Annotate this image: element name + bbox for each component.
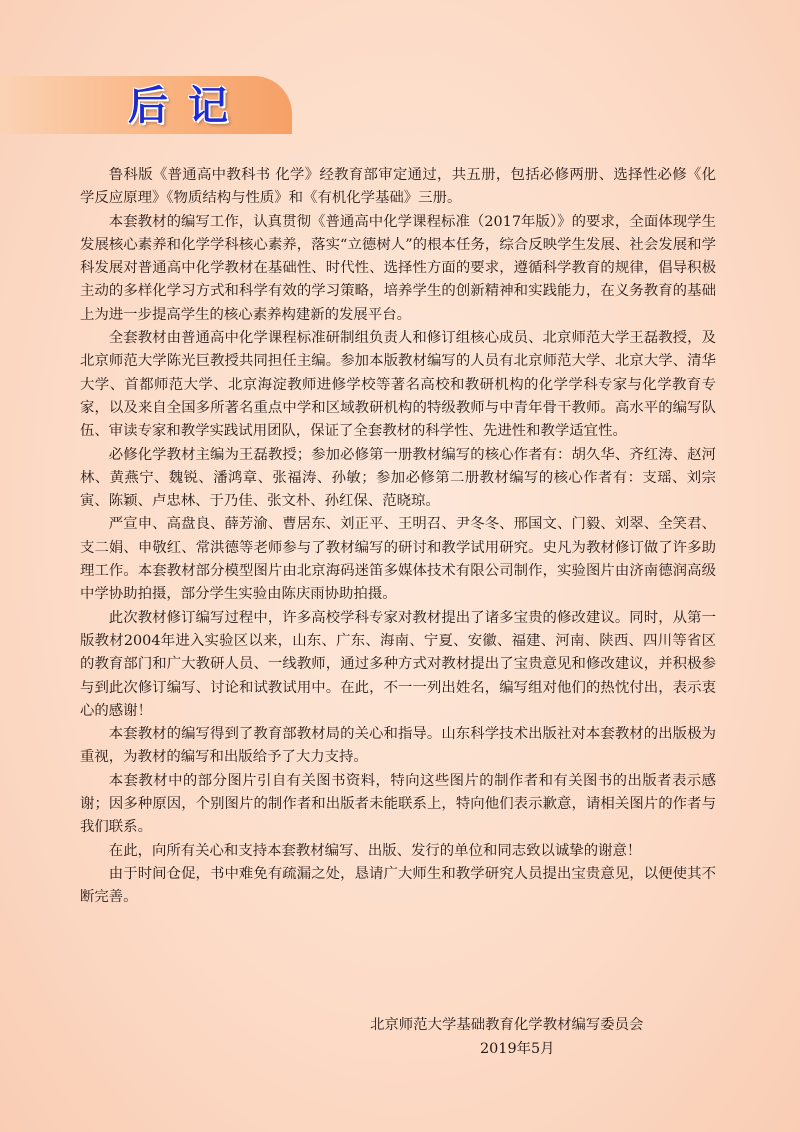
paragraph-10: 由于时间仓促，书中难免有疏漏之处，恳请广大师生和教学研究人员提出宝贵意见，以便使其不断完善。 <box>80 865 716 906</box>
paragraph-2: 本套教材的编写工作，认真贯彻《普通高中化学课程标准（2017年版）》的要求，全面体现学生发展核心素养和化学学科核心素养，落实“立德树人”的根本任务，综合反映学生发展、社会发展和学科发展对普通高中化学教材在基础性、时代性、选择性方面的要求，遵循科学教育的规律，倡导积极主动的多样化学习方式和科学有效的学习策略，培养学生的创新精神和实践能力，在义务教育的基础上为进一步提高学生的核心素养构建新的发展平台。 <box>80 213 716 323</box>
paragraph-1: 鲁科版《普通高中教科书 化学》经教育部审定通过，共五册，包括必修两册、选择性必修《化学反应原理》《物质结构与性质》和《有机化学基础》三册。 <box>80 167 716 207</box>
paragraph-5: 严宣申、高盘良、薛芳渝、曹居东、刘正平、王明召、尹冬冬、邢国文、门毅、刘翠、全笑君、支二娟、申敬红、常洪德等老师参与了教材编写的研讨和教学试用研究。史凡为教材修订做了许多助理工作。本套教材部分模型图片由北京海码迷笛多媒体技术有限公司制作，实验图片由济南德润高级中学协助拍摄，部分学生实验由陈庆雨协助拍摄。 <box>80 516 716 603</box>
paragraph-9: 在此，向所有关心和支持本套教材编写、出版、发行的单位和同志致以诚挚的谢意！ <box>108 842 642 859</box>
signature-organization: 北京师范大学基础教育化学教材编写委员会 <box>370 1017 644 1033</box>
page-title: 后记 <box>128 83 248 129</box>
afterword-body <box>80 164 716 910</box>
signature-block <box>370 1013 690 1061</box>
paragraph-7: 本套教材的编写得到了教育部教材局的关心和指导。山东科学技术出版社对本套教材的出版极为重视，为教材的编写和出版给予了大力支持。 <box>80 726 716 766</box>
paragraph-6: 此次教材修订编写过程中，许多高校学科专家对教材提出了诸多宝贵的修改建议。同时，从第一版教材2004年进入实验区以来，山东、广东、海南、宁夏、安徽、福建、河南、陕西、四川等省区的教育部门和广大教研人员、一线教师，通过多种方式对教材提出了宝贵意见和修改建议，并积极参与到此次修订编写、讨论和试教试用中。在此，不一一列出姓名，编写组对他们的热忱付出，表示衷心的感谢！ <box>80 609 716 719</box>
signature-date: 2019年5月 <box>480 1041 555 1057</box>
paragraph-8: 本套教材中的部分图片引自有关图书资料，特向这些图片的制作者和有关图书的出版者表示感谢；因多种原因，个别图片的制作者和出版者未能联系上，特向他们表示歉意，请相关图片的作者与我们联系。 <box>80 772 716 836</box>
paragraph-4: 必修化学教材主编为王磊教授；参加必修第一册教材编写的核心作者有：胡久华、齐红涛、赵河林、黄燕宁、魏锐、潘鸿章、张福涛、孙敏；参加必修第二册教材编写的核心作者有：支瑶、刘宗寅、陈颖、卢忠林、于乃佳、张文朴、孙红保、范晓琼。 <box>80 446 716 510</box>
paragraph-3: 全套教材由普通高中化学课程标准研制组负责人和修订组核心成员、北京师范大学王磊教授，及北京师范大学陈光巨教授共同担任主编。参加本版教材编写的人员有北京师范大学、北京大学、清华大学、首都师范大学、北京海淀教师进修学校等著名高校和教研机构的化学学科专家与化学教育专家，以及来自全国多所著名重点中学和区域教研机构的特级教师与中青年骨干教师。高水平的编写队伍、审读专家和教学实践试用团队，保证了全套教材的科学性、先进性和教学适宜性。 <box>80 330 716 440</box>
